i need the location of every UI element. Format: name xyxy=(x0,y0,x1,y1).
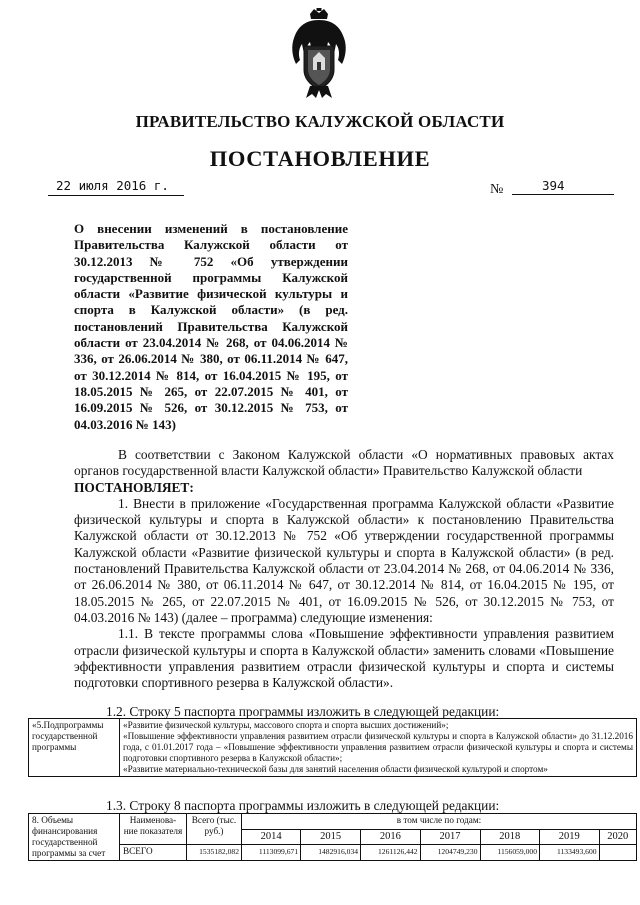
table-row xyxy=(29,719,637,777)
year-value: 1261126,442 xyxy=(361,845,421,861)
col-total: Всего (тыс. руб.) xyxy=(187,814,242,845)
col-indicator-name: Наименова-ние показателя xyxy=(120,814,187,845)
year-header: 2017 xyxy=(420,829,480,845)
year-header: 2015 xyxy=(301,829,361,845)
year-value: 1113099,671 xyxy=(242,845,301,861)
decree-number: 394 xyxy=(512,178,614,195)
subprogram-line: «Повышение эффективности управления развитием отрасли физической культуры и спорта в Калужской области» до 31.12.2016 года, с 01.01.2017 года – «Повышение эффективности управления развитием отрасли физической культуры и спорта и системы подготовки спортивного резерва в Калужской области»; xyxy=(123,731,633,763)
passport-row-8-table xyxy=(28,813,637,861)
document-type-title: ПОСТАНОВЛЕНИЕ xyxy=(209,146,431,171)
year-header: 2014 xyxy=(242,829,301,845)
item-1-1-paragraph: 1.1. В тексте программы слова «Повышение эффективности управления развитием отрасли физической культуры и спорта в Калужской области» заменить словами «Повышение эффективности управления развитием отрасли физической культуры и спорта и системы подготовки спортивного резерва в Калужской области». xyxy=(74,626,614,691)
total-value: 1535182,082 xyxy=(187,845,242,861)
year-value: 1204749,230 xyxy=(420,845,480,861)
year-header: 2020 xyxy=(599,829,636,845)
row-8-label: 8. Объемы финансирования государственной программы за счет xyxy=(29,814,120,861)
year-value: 1133493,600 xyxy=(540,845,600,861)
decree-date: 22 июля 2016 г. xyxy=(48,178,184,196)
subprogram-line: «Развитие физической культуры, массового спорта и спорта высших достижений»; xyxy=(123,720,449,730)
number-sign: № xyxy=(490,182,504,197)
table-row xyxy=(29,814,637,830)
year-value: 1482916,034 xyxy=(301,845,361,861)
year-header: 2016 xyxy=(361,829,421,845)
decree-body xyxy=(74,447,614,691)
coat-of-arms-emblem xyxy=(286,8,352,100)
year-value: 1156059,000 xyxy=(480,845,540,861)
col-years-header: в том числе по годам: xyxy=(242,814,637,830)
item-1-paragraph: 1. Внести в приложение «Государственная программа Калужской области «Развитие физической культуры и спорта в Калужской области» к постановлению Правительства Калужской области от 30.12.2013 № 752 «Об утверждении государственной программы Калужской области «Развитие физической культуры и спорта в Калужской области» (в ред. постановлений Правительства Калужской области от 23.04.2014 № 268, от 04.06.2014 № 336, от 26.06.2014 № 380, от 06.11.2014 № 647, от 30.12.2014 № 814, от 16.04.2015 № 195, от 18.05.2015 № 265, от 22.07.2015 № 401, от 16.09.2015 № 526, от 30.12.2015 № 753, от 04.03.2016 № 143) (далее – программа) следующие изменения: xyxy=(74,495,614,625)
table-row xyxy=(29,845,637,861)
resolves-heading: ПОСТАНОВЛЯЕТ: xyxy=(74,479,194,495)
row-total-label: ВСЕГО xyxy=(120,845,187,861)
decree-subject: О внесении изменений в постановление Правительства Калужской области от 30.12.2013 № 752 «Об утверждении государственной программы Калужской области «Развитие физической культуры и спорта в Калужской области» (в ред. постановлений Правительства Калужской области от 23.04.2014 № 268, от 04.06.2014 № 336, от 26.06.2014 № 380, от 06.11.2014 № 647, от 30.12.2014 № 814, от 16.04.2015 № 195, от 18.05.2015 № 265, от 22.07.2015 № 401, от 16.09.2015 № 526, от 30.12.2015 № 753, от 04.03.2016 № 143) xyxy=(74,221,348,432)
item-1-2-heading: 1.2. Строку 5 паспорта программы изложить в следующей редакции: xyxy=(106,704,500,719)
year-value xyxy=(599,845,636,861)
preamble-paragraph: В соответствии с Законом Калужской области «О нормативных правовых актах органов государственной власти Калужской области» Правительство Калужской области xyxy=(74,447,614,479)
year-header: 2018 xyxy=(480,829,540,845)
row-5-label: «5.Подпрограммы государственной программы xyxy=(29,719,120,777)
subprogram-line: «Развитие материально-технической базы для занятий населения области физической культурой и спортом» xyxy=(123,764,548,774)
item-1-3-heading: 1.3. Строку 8 паспорта программы изложить в следующей редакции: xyxy=(106,798,500,813)
year-header: 2019 xyxy=(540,829,600,845)
government-title: ПРАВИТЕЛЬСТВО КАЛУЖСКОЙ ОБЛАСТИ xyxy=(135,112,505,131)
row-5-content xyxy=(120,719,637,777)
passport-row-5-table xyxy=(28,718,637,777)
